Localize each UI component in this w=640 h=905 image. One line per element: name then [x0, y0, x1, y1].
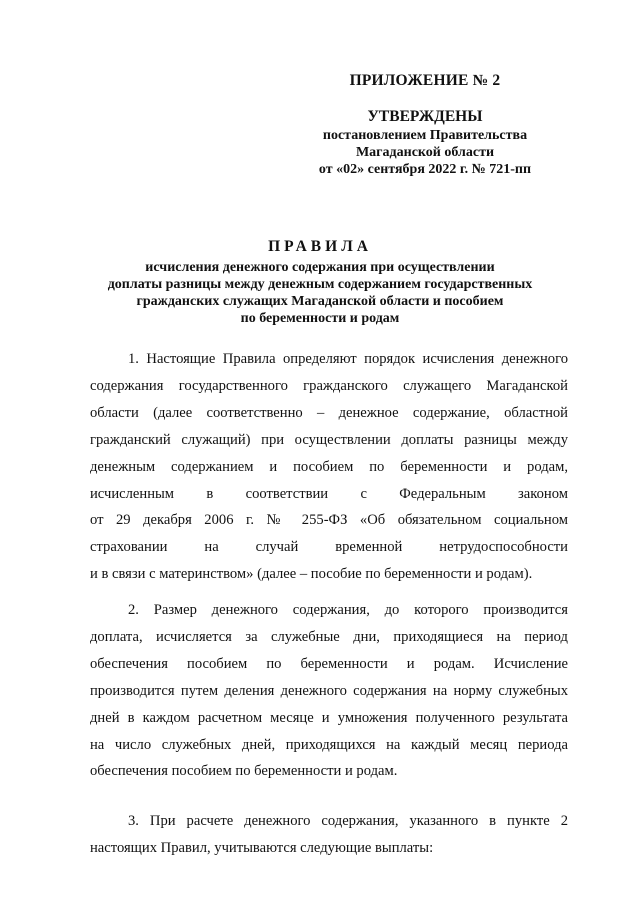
paragraph-line: настоящих Правил, учитываются следующие выплаты:	[90, 839, 434, 856]
approval-date: от «02» сентября 2022 г. № 721-пп	[318, 162, 532, 177]
paragraph-line: доплата, исчисляется за служебные дни, приходящиеся на период	[90, 628, 568, 645]
paragraph-line: области (далее соответственно – денежное содержание, областной	[90, 404, 568, 421]
paragraph-line: и в связи с материнством» (далее – пособие по беременности и родам).	[90, 566, 533, 583]
document-subtitle	[60, 259, 580, 327]
paragraph-line: от 29 декабря 2006 г. № 255-ФЗ «Об обязательном социальном	[90, 512, 568, 529]
paragraph-line: обеспечения пособием по беременности и родам.	[90, 763, 398, 780]
approval-heading: УТВЕРЖДЕНЫ	[367, 108, 483, 125]
paragraph-line: дней в каждом расчетном месяце и умножения полученного результата	[90, 709, 568, 726]
paragraph-line: исчисленным в соответствии с Федеральным законом	[90, 485, 568, 502]
subtitle-line: по беременности и родам	[240, 311, 400, 326]
document-title: ПРАВИЛА	[268, 238, 372, 255]
paragraph-2	[90, 597, 568, 785]
paragraph-line: денежным содержанием и пособием по беременности и родам,	[90, 458, 568, 475]
subtitle-line: исчисления денежного содержания при осуществлении	[145, 260, 495, 275]
appendix-number: ПРИЛОЖЕНИЕ № 2	[349, 72, 501, 89]
paragraph-line: на число служебных дней, приходящихся на каждый месяц периода	[90, 736, 568, 753]
paragraph-line: содержания государственного гражданского служащего Магаданской	[90, 377, 568, 394]
approval-authority-line: постановлением Правительства	[322, 128, 528, 143]
paragraph-line: обеспечения пособием по беременности и родам. Исчисление	[90, 655, 568, 672]
approval-authority	[300, 127, 550, 161]
approval-authority-line: Магаданской области	[355, 145, 495, 160]
paragraph-line: 2. Размер денежного содержания, до которого производится	[128, 602, 568, 618]
paragraph-1	[90, 346, 568, 588]
subtitle-line: гражданских служащих Магаданской области и пособием	[136, 294, 504, 309]
subtitle-line: доплаты разницы между денежным содержанием государственных	[107, 277, 533, 292]
paragraph-line: 3. При расчете денежного содержания, указанного в пункте 2	[128, 813, 568, 829]
paragraph-line: страховании на случай временной нетрудоспособности	[90, 539, 568, 556]
paragraph-line: 1. Настоящие Правила определяют порядок исчисления денежного	[128, 351, 568, 367]
paragraph-3	[90, 808, 568, 862]
paragraph-line: гражданский служащий) при осуществлении доплаты разницы между	[90, 431, 568, 448]
paragraph-line: производится путем деления денежного содержания на норму служебных	[90, 682, 568, 699]
